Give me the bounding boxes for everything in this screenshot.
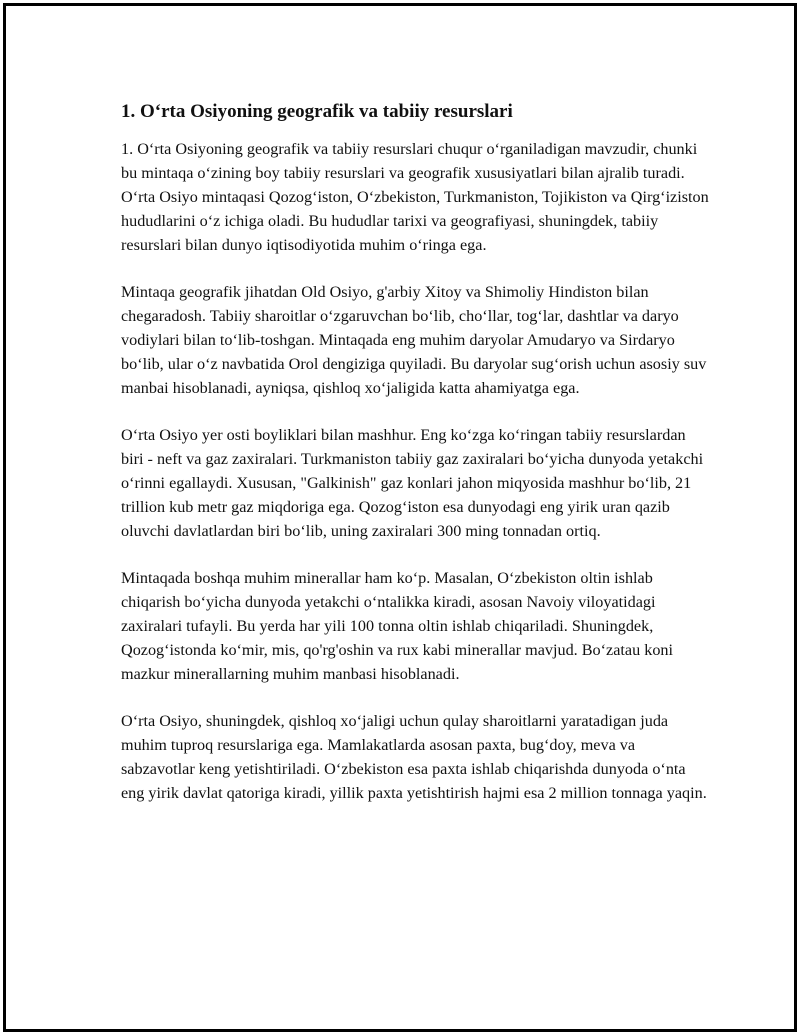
paragraph-1: 1. O‘rta Osiyoning geografik va tabiiy resurslari chuqur o‘rganiladigan mavzudir, chunki bu mintaqa o‘zining boy tabiiy resurslari va geografik xususiyatlari bilan ajralib turadi. O‘rta Osiyo mintaqasi Qozog‘iston, O‘zbekiston, Turkmaniston, Tojikiston va Qirg‘iziston hududlarini o‘z ichiga oladi. Bu hududlar tarixi va geografiyasi, shuningdek, tabiiy resurslari bilan dunyo iqtisodiyotida muhim o‘ringa ega. xyxy=(121,140,709,254)
document-body xyxy=(121,99,711,828)
document-title: 1. O‘rta Osiyoning geografik va tabiiy resurslari xyxy=(121,101,513,122)
paragraph-4: Mintaqada boshqa muhim minerallar ham ko‘p. Masalan, O‘zbekiston oltin ishlab chiqarish bo‘yicha dunyoda yetakchi o‘ntalikka kiradi, asosan Navoiy viloyatidagi zaxiralari tufayli. Bu yerda har yili 100 tonna oltin ishlab chiqariladi. Shuningdek, Qozog‘istonda ko‘mir, mis, qo'rg'oshin va rux kabi minerallar mavjud. Bo‘zatau koni mazkur minerallarning muhim manbasi hisoblanadi. xyxy=(121,569,674,683)
paragraph-2: Mintaqa geografik jihatdan Old Osiyo, g'arbiy Xitoy va Shimoliy Hindiston bilan chegaradosh. Tabiiy sharoitlar o‘zgaruvchan bo‘lib, cho‘llar, tog‘lar, dashtlar va daryo vodiylari bilan to‘lib-toshgan. Mintaqada eng muhim daryolar Amudaryo va Sirdaryo bo‘lib, ular o‘z navbatida Orol dengiziga quyiladi. Bu daryolar sug‘orish uchun asosiy suv manbai hisoblanadi, ayniqsa, qishloq xo‘jaligida katta ahamiyatga ega. xyxy=(121,283,707,397)
document-page xyxy=(3,3,797,1032)
paragraph-5: O‘rta Osiyo, shuningdek, qishloq xo‘jaligi uchun qulay sharoitlarni yaratadigan juda muhim tuproq resurslariga ega. Mamlakatlarda asosan paxta, bug‘doy, meva va sabzavotlar keng yetishtiriladi. O‘zbekiston esa paxta ishlab chiqarishda dunyoda o‘nta eng yirik davlat qatoriga kiradi, yillik paxta yetishtirish hajmi esa 2 million tonnaga yaqin. xyxy=(121,712,707,802)
paragraph-3: O‘rta Osiyo yer osti boyliklari bilan mashhur. Eng ko‘zga ko‘ringan tabiiy resurslardan biri - neft va gaz zaxiralari. Turkmaniston tabiiy gaz zaxiralari bo‘yicha dunyoda yetakchi o‘rinni egallaydi. Xususan, "Galkinish" gaz konlari jahon miqyosida mashhur bo‘lib, 21 trillion kub metr gaz miqdoriga ega. Qozog‘iston esa dunyodagi eng yirik uran qazib oluvchi davlatlardan biri bo‘lib, uning zaxiralari 300 ming tonnadan ortiq. xyxy=(121,426,704,540)
